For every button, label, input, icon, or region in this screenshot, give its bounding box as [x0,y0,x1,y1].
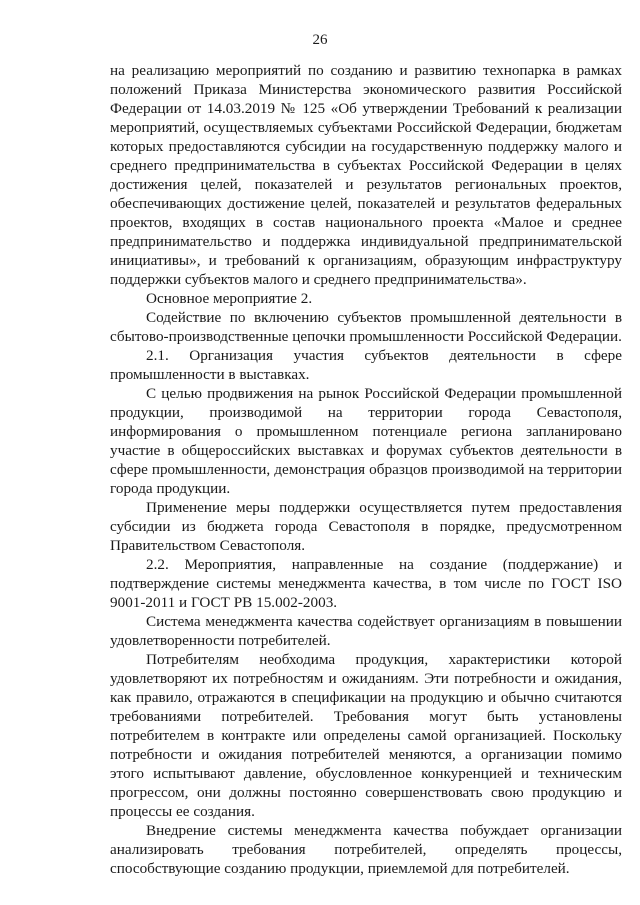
paragraph-main-activity-2: Основное мероприятие 2. [146,290,313,307]
paragraph-consumer-needs: Потребителям необходима продукция, характеристики которой удовлетворяют их потребностям и ожиданиям. Эти потребности и ожидания, как правило, отражаются в спецификации на продукцию и обычно считаются требованиями потребителей. Требования могут быть установлены потребителем в контракте или определены самой организацией. Поскольку потребности и ожидания потребителей меняются, а организации помимо этого испытывают давление, обусловленное конкуренцией и техническим прогрессом, они должны постоянно совершенствовать свою продукцию и процессы ее создания. [110,651,622,820]
paragraph-technopark-continuation: на реализацию мероприятий по созданию и развитию технопарка в рамках положений Приказа Министерства экономического развития Российской Федерации от 14.03.2019 № 125 «Об утверждении Требований к реализации мероприятий, осуществляемых субъектами Российской Федерации, бюджетам которых предоставляются субсидии на государственную поддержку малого и среднего предпринимательства в субъектах Российской Федерации в целях достижения целей, показателей и результатов региональных проектов, обеспечивающих достижение целей, показателей и результатов федеральных проектов, входящих в состав национального проекта «Малое и среднее предпринимательство и поддержка индивидуальной предпринимательской инициативы», и требований к организациям, образующим инфраструктуру поддержки субъектов малого и среднего предпринимательства». [110,62,622,288]
paragraph-item-2-1: 2.1. Организация участия субъектов деятельности в сфере промышленности в выставках. [110,347,622,383]
paragraph-qms-implementation: Внедрение системы менеджмента качества побуждает организации анализировать требования потребителей, определять процессы, способствующие созданию продукции, приемлемой для потребителей. [110,822,622,877]
paragraph-market-promotion: С целью продвижения на рынок Российской Федерации промышленной продукции, производимой на территории города Севастополя, информирования о промышленном потенциале региона запланировано участие в общероссийских выставках и форумах субъектов деятельности в сфере промышленности, демонстрация образцов производимой на территории города продукции. [110,385,622,497]
paragraph-quality-system: Система менеджмента качества содействует организациям в повышении удовлетворенности потребителей. [110,613,622,649]
paragraph-supply-chains: Содействие по включению субъектов промышленной деятельности в сбытово-производственные цепочки промышленности Российской Федерации. [110,309,622,345]
page-number: 26 [312,32,328,48]
page-body [110,61,622,878]
paragraph-item-2-2: 2.2. Мероприятия, направленные на создание (поддержание) и подтверждение системы менеджмента качества, в том числе по ГОСТ ISO 9001-2011 и ГОСТ РВ 15.002-2003. [110,556,622,611]
paragraph-subsidy-support: Применение меры поддержки осуществляется путем предоставления субсидии из бюджета города Севастополя в порядке, предусмотренном Правительством Севастополя. [110,499,622,554]
